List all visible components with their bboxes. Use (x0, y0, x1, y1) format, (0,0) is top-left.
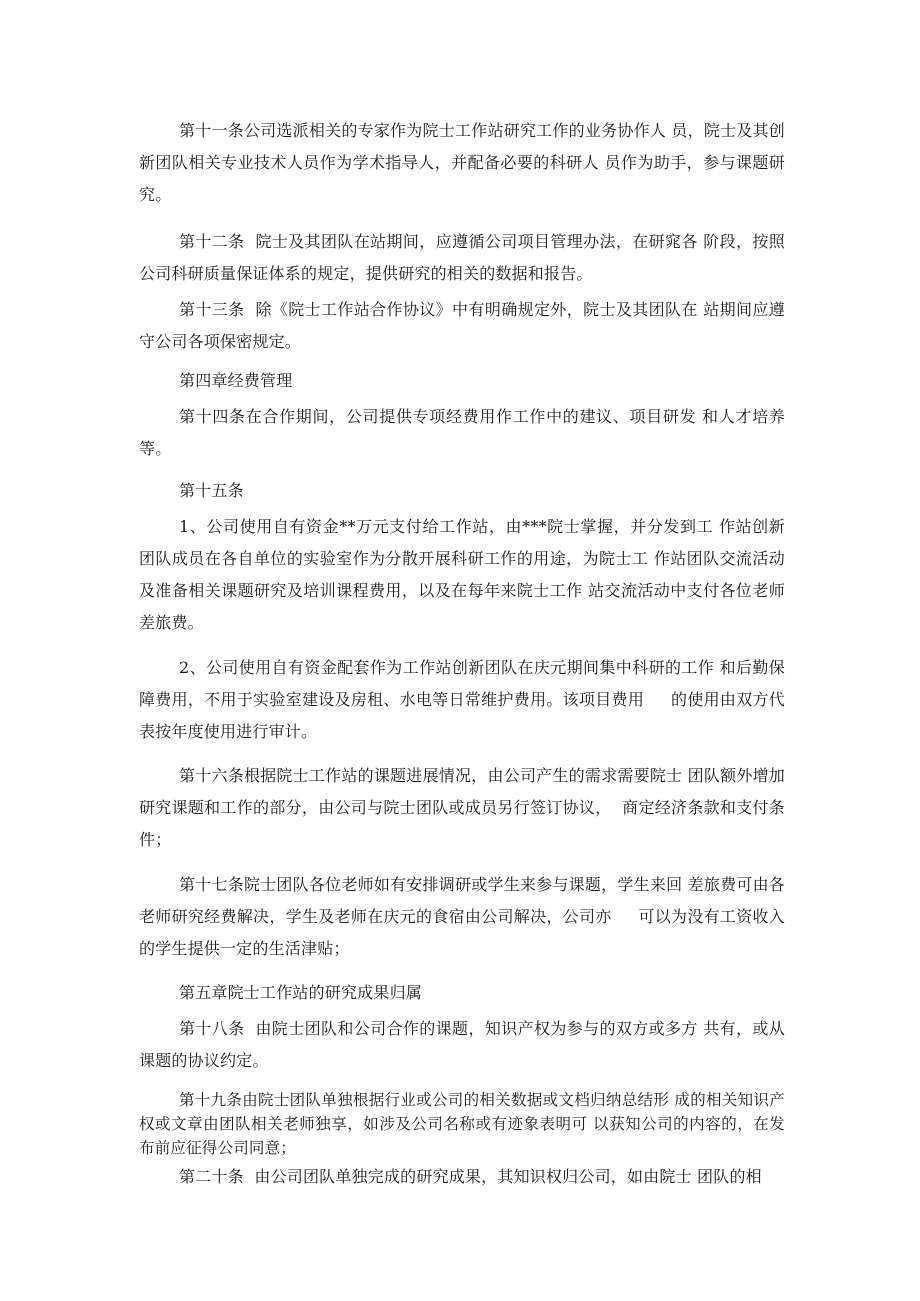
article-18: 第十八条 由院士团队和公司合作的课题，知识产权为参与的双方或多方 共有，或从课题的协议约定。 (139, 1019, 785, 1070)
article-17: 第十七条院士团队各位老师如有安排调研或学生来参与课题，学生来回 差旅费可由各老师研究经费解决，学生及老师在庆元的食宿由公司解决，公司亦 可以为没有工资收入的学生提供一定的生活津贴； (139, 875, 785, 958)
article-19: 第十九条由院士团队单独根据行业或公司的相关数据或文档归纳总结形 成的相关知识产权或文章由团队相关老师独享，如涉及公司名称或有迹象表明可 以获知公司的内容的，在发布前应征得公司同意； (139, 1091, 785, 1157)
article-14: 第十四条在合作期间，公司提供专项经费用作工作中的建议、项目研发 和人才培养等。 (139, 407, 785, 458)
article-16: 第十六条根据院士工作站的课题进展情况，由公司产生的需求需要院士 团队额外增加研究课题和工作的部分，由公司与院士团队或成员另行签订协议， 商定经济条款和支付条件； (139, 766, 785, 849)
chapter-4-heading: 第四章经费管理 (179, 371, 293, 390)
article-15-item-2: 2、公司使用自有资金配套作为工作站创新团队在庆元期间集中科研的工作 和后勤保障费用，不用于实验室建设及房租、水电等日常维护费用。该项目费用 的使用由双方代表按年度使用进行审计。 (139, 658, 785, 741)
article-20: 第二十条 由公司团队单独完成的研究成果，其知识权归公司，如由院士 团队的相 (179, 1167, 762, 1186)
article-13: 第十三条 除《院士工作站合作协议》中有明确规定外，院士及其团队在 站期间应遵守公司各项保密规定。 (139, 300, 785, 351)
article-15-heading: 第十五条 (179, 481, 244, 500)
chapter-5-heading: 第五章院士工作站的研究成果归属 (179, 983, 423, 1002)
article-11: 第十一条公司选派相关的专家作为院士工作站研究工作的业务协作人 员，院士及其创新团队相关专业技术人员作为学术指导人，并配备必要的科研人 员作为助手，参与课题研究。 (139, 121, 785, 204)
article-15-item-1: 1、公司使用自有资金**万元支付给工作站，由***院士掌握，并分发到工 作站创新团队成员在各自单位的实验室作为分散开展科研工作的用途，为院士工 作站团队交流活动及准备相关课题研究及培训课程费用，以及在每年来院士工作 站交流活动中支付各位老师差旅费。 (139, 517, 785, 632)
article-12: 第十二条 院士及其团队在站期间，应遵循公司项目管理办法，在研窕各 阶段，按照公司科研质量保证体系的规定，提供研究的相关的数据和报告。 (139, 232, 785, 283)
